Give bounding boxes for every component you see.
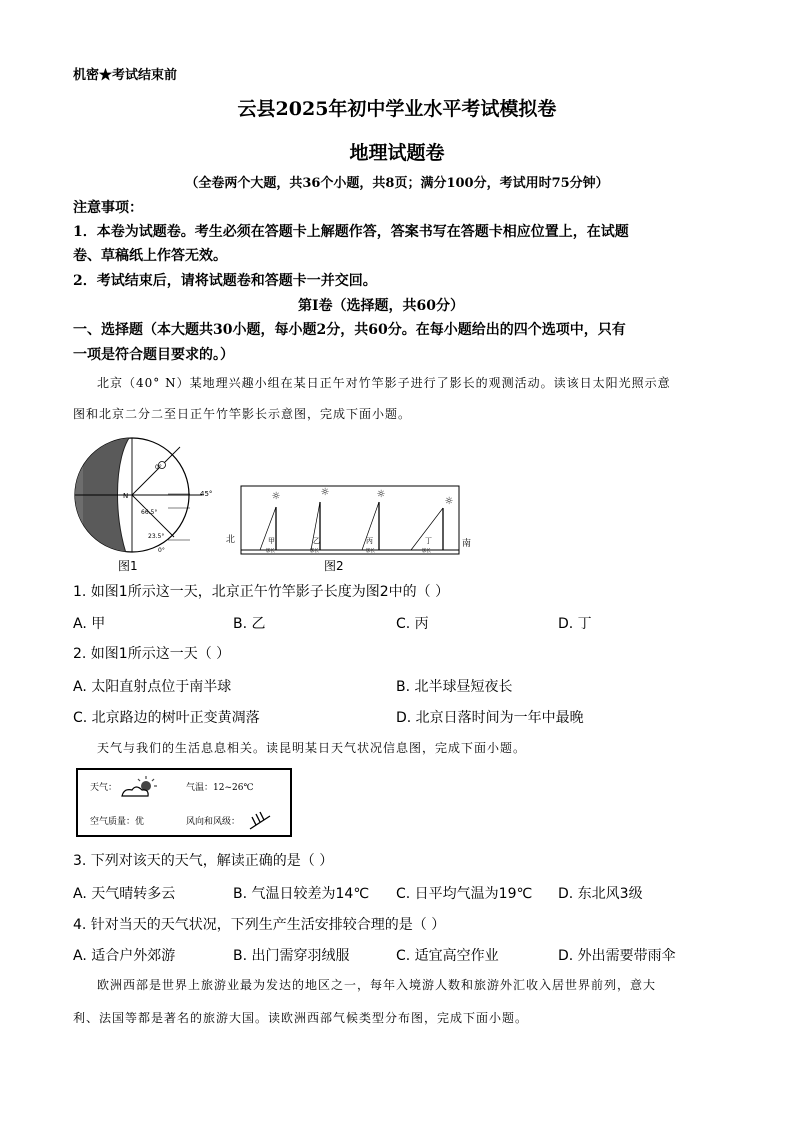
question-2-option-b: B. 北半球昼短夜长 — [396, 679, 513, 695]
passage1-line-1: 北京（40° N）某地理兴趣小组在某日正午对竹竿影子进行了影长的观测活动。读该日太阳光照示意 — [97, 376, 671, 390]
question-2-stem: 2. 如图1所示这一天（ ） — [73, 646, 231, 662]
question-3-option-d: D. 东北风3级 — [558, 886, 643, 902]
exam-info: （全卷两个大题，共36个小题，共8页；满分100分，考试用时75分钟） — [185, 176, 609, 191]
figure-2-caption: 图2 — [324, 559, 344, 573]
sun-icon: ☼ — [376, 489, 386, 500]
air-quality-label: 空气质量：优 — [90, 817, 145, 827]
fig2-item-yi-label: 影长 — [310, 549, 319, 554]
exam-subtitle: 地理试题卷 — [349, 142, 445, 164]
fig1-label-45: 45° — [200, 490, 213, 498]
figure-2 — [224, 480, 474, 560]
fig2-item-ding-label: 影长 — [422, 549, 431, 554]
notes-heading: 注意事项： — [73, 200, 143, 216]
fig1-label-66-5: 66.5° — [141, 509, 158, 516]
passage2-line-1: 天气与我们的生活息息相关。读昆明某日天气状况信息图，完成下面小题。 — [97, 741, 527, 755]
fig2-south-label: 南 — [462, 539, 472, 549]
question-1-option-c: C. 丙 — [396, 616, 429, 632]
question-2-option-a: A. 太阳直射点位于南半球 — [73, 679, 232, 695]
question-3-option-a: A. 天气晴转多云 — [73, 886, 176, 902]
question-3-option-b: B. 气温日较差为14℃ — [233, 886, 370, 902]
fig2-item-ding: 丁 — [425, 537, 432, 545]
question-4-option-c: C. 适宜高空作业 — [396, 948, 499, 964]
fig2-item-jia-label: 影长 — [266, 549, 275, 554]
figure-1 — [72, 432, 222, 572]
fig1-label-0-top: 0° — [155, 464, 162, 471]
fig1-label-n: N — [123, 492, 129, 500]
question-1-option-d: D. 丁 — [558, 616, 592, 632]
question-2-option-d: D. 北京日落时间为一年中最晚 — [396, 710, 584, 726]
fig2-item-bing-label: 影长 — [366, 549, 375, 554]
part1-title: 第Ⅰ卷（选择题，共60分） — [298, 298, 465, 314]
passage1-line-2: 图和北京二分二至日正午竹竿影长示意图，完成下面小题。 — [73, 407, 412, 421]
question-4-option-d: D. 外出需要带雨伞 — [558, 948, 676, 964]
passage3-line-2: 利、法国等都是著名的旅游大国。读欧洲西部气候类型分布图，完成下面小题。 — [73, 1011, 529, 1025]
fig2-north-label: 北 — [226, 535, 236, 545]
weather-card — [74, 766, 296, 840]
question-1-option-a: A. 甲 — [73, 616, 106, 632]
question-4-option-b: B. 出门需穿羽绒服 — [233, 948, 350, 964]
confidential-label: 机密★考试结束前 — [73, 68, 178, 83]
question-3-stem: 3. 下列对该天的天气，解读正确的是（ ） — [73, 853, 334, 869]
weather-label: 天气： — [90, 783, 118, 793]
fig1-label-23-5: 23.5° — [148, 533, 165, 540]
question-3-option-c: C. 日平均气温为19℃ — [396, 886, 533, 902]
question-1-stem: 1. 如图1所示这一天，北京正午竹竿影子长度为图2中的（ ） — [73, 584, 450, 600]
sun-icon: ☼ — [271, 491, 281, 502]
exam-title: 云县2025年初中学业水平考试模拟卷 — [237, 98, 557, 120]
figure-1-caption: 图1 — [118, 559, 138, 573]
notes-item-1-line-1: 1．本卷为试题卷。考生必须在答题卡上解题作答，答案书写在答题卡相应位置上，在试题 — [73, 224, 629, 240]
passage3-line-1: 欧洲西部是世界上旅游业最为发达的地区之一，每年入境游人数和旅游外汇收入居世界前列，意大 — [97, 978, 657, 992]
part1-instructions-line-2: 一项是符合题目要求的。） — [73, 347, 234, 363]
notes-item-2: 2．考试结束后，请将试题卷和答题卡一并交回。 — [73, 273, 377, 289]
question-2-option-c: C. 北京路边的树叶正变黄凋落 — [73, 710, 260, 726]
part1-instructions-line-1: 一、选择题（本大题共30小题，每小题2分，共60分。在每小题给出的四个选项中，只有 — [73, 322, 626, 338]
fig1-label-0-bottom: 0° — [158, 547, 165, 554]
temperature-label: 气温：12~26℃ — [186, 783, 254, 793]
fig2-item-jia: 甲 — [268, 537, 275, 545]
wind-label: 风向和风级： — [186, 817, 241, 827]
question-4-stem: 4. 针对当天的天气状况，下列生产生活安排较合理的是（ ） — [73, 917, 446, 933]
sun-icon: ☼ — [320, 487, 330, 498]
sun-icon: ☼ — [444, 496, 454, 507]
fig2-item-bing: 丙 — [366, 537, 373, 545]
question-4-option-a: A. 适合户外郊游 — [73, 948, 176, 964]
question-1-option-b: B. 乙 — [233, 616, 266, 632]
fig2-item-yi: 乙 — [313, 537, 320, 545]
notes-item-1-line-2: 卷、草稿纸上作答无效。 — [73, 248, 227, 264]
